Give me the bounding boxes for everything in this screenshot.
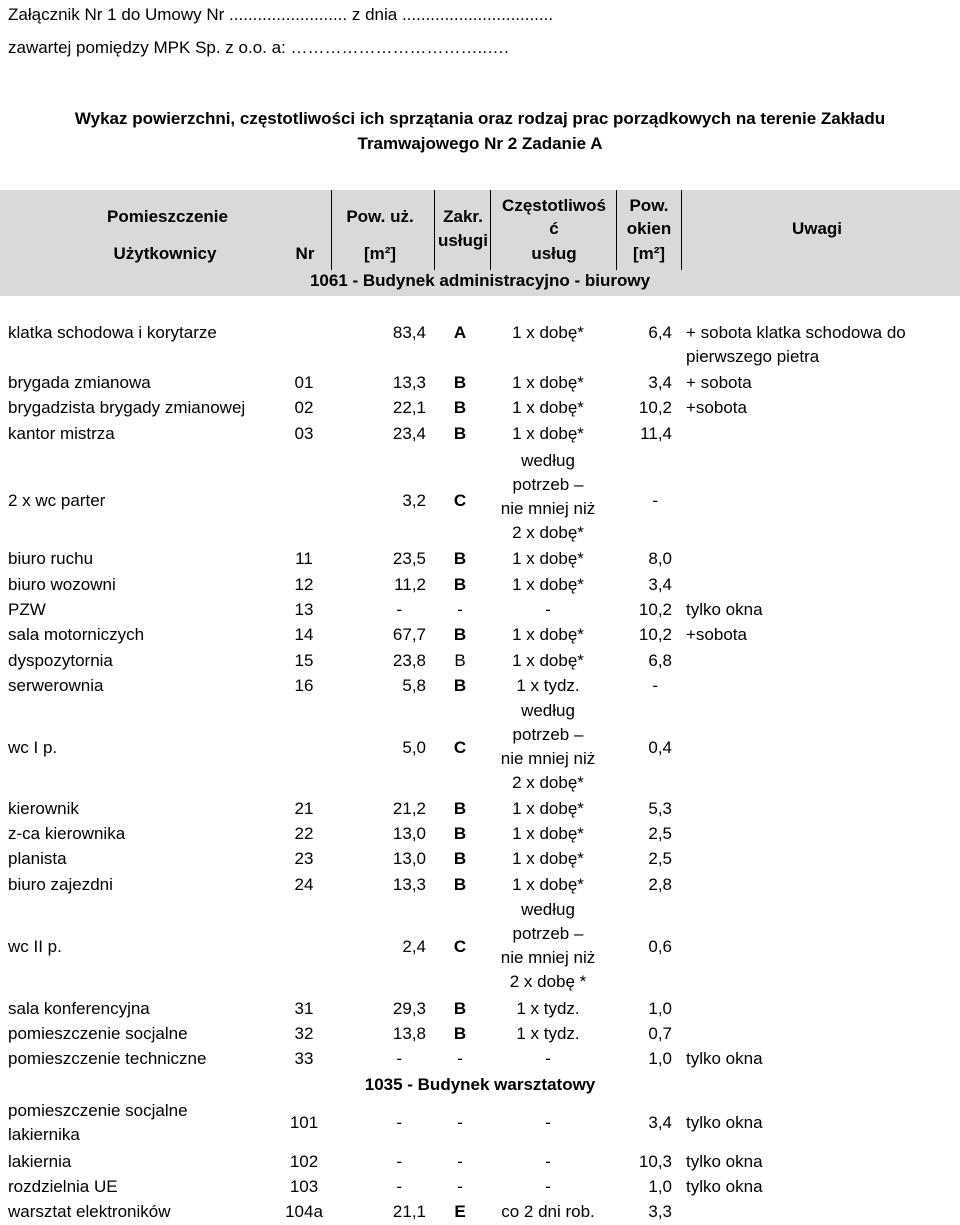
cleaning-frequency: 1 x dobę* [512, 651, 584, 670]
cleaning-frequency: 1 x dobę* [512, 849, 584, 868]
usable-area: 3,2 [402, 491, 426, 510]
window-area: 0,6 [648, 937, 672, 956]
room-name: biuro wozowni [8, 575, 116, 594]
cleaning-frequency: 1 x tydz. [516, 676, 580, 695]
cleaning-frequency: według [521, 900, 575, 919]
window-area: 6,8 [648, 651, 672, 670]
cleaning-frequency: nie mniej niż [500, 749, 596, 768]
usable-area: 21,1 [392, 1202, 426, 1221]
cleaning-frequency: 1 x dobę* [512, 875, 584, 894]
room-name: pomieszczenie socjalne [8, 1024, 188, 1043]
usable-area: - [396, 1152, 402, 1171]
usable-area: 29,3 [392, 999, 426, 1018]
room-number: 23 [294, 849, 314, 868]
usable-area: - [396, 1113, 402, 1132]
cleaning-frequency: nie mniej niż [500, 499, 596, 518]
usable-area: 13,0 [392, 824, 426, 843]
window-area: 0,7 [648, 1024, 672, 1043]
room-number: 01 [294, 373, 314, 392]
window-area: 10,3 [638, 1152, 672, 1171]
room-name: PZW [8, 600, 46, 619]
service-scope: B [453, 549, 467, 568]
column-divider [490, 190, 491, 270]
usable-area: 11,2 [394, 575, 426, 594]
cleaning-frequency: co 2 dni rob. [501, 1202, 595, 1221]
room-name: serwerownia [8, 676, 104, 695]
room-name: warsztat elektroników [8, 1202, 171, 1221]
room-name: klatka schodowa i korytarze [8, 323, 217, 342]
cleaning-frequency: 1 x dobę* [512, 799, 584, 818]
col-header-okien-line2: okien [626, 219, 672, 238]
room-number: 33 [294, 1049, 314, 1068]
cleaning-frequency: 1 x tydz. [516, 1024, 580, 1043]
usable-area: 13,8 [392, 1024, 426, 1043]
col-header-uzytkownicy: Użytkownicy [113, 244, 217, 263]
room-number: 32 [294, 1024, 314, 1043]
service-scope: B [453, 676, 467, 695]
usable-area: 13,3 [392, 875, 426, 894]
window-area: 5,3 [648, 799, 672, 818]
room-name: biuro ruchu [8, 549, 94, 568]
col-header-pomieszczenie: Pomieszczenie [107, 207, 228, 226]
column-divider [331, 190, 332, 270]
room-number: 03 [294, 424, 314, 443]
service-scope: B [453, 875, 467, 894]
room-name: lakiernia [8, 1152, 72, 1171]
service-scope: - [457, 1049, 463, 1068]
room-number: 11 [295, 549, 313, 568]
service-scope: C [453, 937, 467, 956]
room-name: kierownik [8, 799, 79, 818]
remarks: tylko okna [686, 1113, 763, 1132]
usable-area: 13,0 [392, 849, 426, 868]
room-number: 21 [294, 799, 314, 818]
room-name: 2 x wc parter [8, 491, 106, 510]
usable-area: 23,4 [392, 424, 426, 443]
window-area: 6,4 [648, 323, 672, 342]
col-header-okien-line1: Pow. [629, 196, 669, 215]
cleaning-frequency: 1 x dobę* [512, 398, 584, 417]
cleaning-frequency: 1 x dobę* [512, 824, 584, 843]
room-name: brygada zmianowa [8, 373, 151, 392]
room-number: 12 [294, 575, 314, 594]
remarks: tylko okna [686, 1049, 763, 1068]
cleaning-frequency: 1 x tydz. [516, 999, 580, 1018]
room-name: brygadzista brygady zmianowej [8, 398, 246, 417]
window-area: 8,0 [648, 549, 672, 568]
cleaning-frequency: według [521, 701, 575, 720]
room-name: dyspozytornia [8, 651, 113, 670]
remarks: tylko okna [686, 1152, 763, 1171]
usable-area: 23,8 [392, 651, 426, 670]
cleaning-frequency: 2 x dobę* [512, 773, 584, 792]
service-scope: A [453, 323, 467, 342]
contract-parties: zawartej pomiędzy MPK Sp. z o.o. a: ……………………………..…. [8, 38, 509, 57]
col-header-uwagi: Uwagi [791, 219, 843, 238]
column-divider [434, 190, 435, 270]
service-scope: B [453, 575, 467, 594]
col-header-nr: Nr [295, 244, 315, 263]
usable-area: 83,4 [392, 323, 426, 342]
usable-area: 23,5 [392, 549, 426, 568]
room-name: kantor mistrza [8, 424, 115, 443]
cleaning-frequency: - [545, 1177, 551, 1196]
remarks: +sobota [686, 625, 747, 644]
window-area: 3,3 [648, 1202, 672, 1221]
document-title-line1: Wykaz powierzchni, częstotliwości ich sprzątania oraz rodzaj prac porządkowych na terenie Zakładu [74, 109, 886, 128]
col-header-czest-line2: ć [549, 219, 559, 238]
window-area: 0,4 [648, 738, 672, 757]
col-header-czest-line1: Częstotliwoś [502, 196, 606, 215]
cleaning-frequency: według [521, 451, 575, 470]
cleaning-frequency: 1 x dobę* [512, 373, 584, 392]
room-number: 13 [294, 600, 314, 619]
cleaning-frequency: 1 x dobę* [512, 424, 584, 443]
window-area: 2,8 [648, 875, 672, 894]
room-number: 22 [294, 824, 314, 843]
col-header-pow-uz: Pow. uż. [346, 207, 414, 226]
window-area: 10,2 [638, 398, 672, 417]
col-header-pow-uz-unit: [m²] [363, 244, 397, 263]
room-number: 101 [289, 1113, 319, 1132]
cleaning-frequency: 1 x dobę* [512, 323, 584, 342]
room-number: 31 [294, 999, 314, 1018]
service-scope: B [454, 651, 466, 670]
room-name: biuro zajezdni [8, 875, 113, 894]
cleaning-frequency: 1 x dobę* [512, 625, 584, 644]
remarks: pierwszego pietra [686, 347, 820, 366]
usable-area: 22,1 [392, 398, 426, 417]
window-area: 10,2 [638, 625, 672, 644]
col-header-czest-line3: usług [531, 244, 577, 263]
window-area: 3,4 [648, 575, 672, 594]
annex-reference: Załącznik Nr 1 do Umowy Nr ......................... z dnia ................................ [8, 5, 554, 24]
cleaning-frequency: - [545, 1113, 551, 1132]
service-scope: E [454, 1202, 466, 1221]
room-number: 15 [294, 651, 314, 670]
section-heading-1035: 1035 - Budynek warsztatowy [364, 1075, 596, 1094]
service-scope: C [453, 491, 467, 510]
cleaning-frequency: - [545, 1152, 551, 1171]
room-number: 14 [294, 625, 314, 644]
usable-area: 21,2 [392, 799, 426, 818]
document-title-line2: Tramwajowego Nr 2 Zadanie A [357, 134, 603, 153]
col-header-zakr-line2: usługi [437, 231, 489, 250]
room-name: sala motorniczych [8, 625, 145, 644]
window-area: 1,0 [648, 999, 672, 1018]
usable-area: 67,7 [392, 625, 426, 644]
window-area: 2,5 [648, 849, 672, 868]
room-name: wc I p. [8, 738, 58, 757]
room-name: planista [8, 849, 67, 868]
window-area: 11,4 [640, 424, 672, 443]
window-area: 2,5 [648, 824, 672, 843]
service-scope: - [457, 1177, 463, 1196]
service-scope: B [453, 1024, 467, 1043]
cleaning-frequency: potrzeb – [512, 725, 584, 744]
room-name: sala konferencyjna [8, 999, 150, 1018]
room-number: 102 [289, 1152, 319, 1171]
room-name: rozdzielnia UE [8, 1177, 118, 1196]
room-number: 104a [285, 1202, 323, 1221]
section-heading-1061: 1061 - Budynek administracyjno - biurowy [309, 271, 651, 290]
room-number: 02 [294, 398, 314, 417]
usable-area: 5,0 [402, 738, 426, 757]
usable-area: - [396, 1177, 402, 1196]
usable-area: 2,4 [402, 937, 426, 956]
room-name: wc II p. [8, 937, 62, 956]
cleaning-frequency: - [545, 600, 551, 619]
remarks: tylko okna [686, 600, 763, 619]
remarks: +sobota [686, 398, 747, 417]
service-scope: - [457, 1113, 463, 1132]
room-name: pomieszczenie techniczne [8, 1049, 207, 1068]
cleaning-frequency: nie mniej niż [500, 948, 596, 967]
cleaning-frequency: potrzeb – [512, 475, 584, 494]
cleaning-frequency: - [545, 1049, 551, 1068]
window-area: 10,2 [638, 600, 672, 619]
cleaning-frequency: potrzeb – [512, 924, 584, 943]
room-name: lakiernika [8, 1125, 80, 1144]
cleaning-frequency: 1 x dobę* [512, 575, 584, 594]
service-scope: B [453, 849, 467, 868]
usable-area: 5,8 [402, 676, 426, 695]
service-scope: B [453, 799, 467, 818]
cleaning-frequency: 2 x dobę * [509, 972, 587, 991]
remarks: tylko okna [686, 1177, 763, 1196]
service-scope: B [453, 373, 467, 392]
col-header-okien-unit: [m²] [632, 244, 666, 263]
room-number: 16 [294, 676, 314, 695]
room-number: 24 [294, 875, 314, 894]
window-area: - [652, 676, 658, 695]
service-scope: B [453, 625, 467, 644]
window-area: 3,4 [648, 1113, 672, 1132]
service-scope: C [453, 738, 467, 757]
room-name: z-ca kierownika [8, 824, 126, 843]
service-scope: - [457, 1152, 463, 1171]
cleaning-frequency: 1 x dobę* [512, 549, 584, 568]
window-area: - [652, 491, 658, 510]
service-scope: B [453, 398, 467, 417]
col-header-zakr-line1: Zakr. [443, 207, 483, 226]
cleaning-frequency: 2 x dobę* [512, 523, 584, 542]
service-scope: - [457, 600, 463, 619]
usable-area: 13,3 [392, 373, 426, 392]
service-scope: B [453, 824, 467, 843]
room-name: pomieszczenie socjalne [8, 1101, 188, 1120]
service-scope: B [453, 999, 467, 1018]
service-scope: B [453, 424, 467, 443]
window-area: 3,4 [648, 373, 672, 392]
window-area: 1,0 [648, 1177, 672, 1196]
usable-area: - [396, 1049, 402, 1068]
remarks: + sobota [686, 373, 752, 392]
remarks: + sobota klatka schodowa do [686, 323, 906, 342]
room-number: 103 [289, 1177, 319, 1196]
window-area: 1,0 [648, 1049, 672, 1068]
usable-area: - [396, 600, 402, 619]
